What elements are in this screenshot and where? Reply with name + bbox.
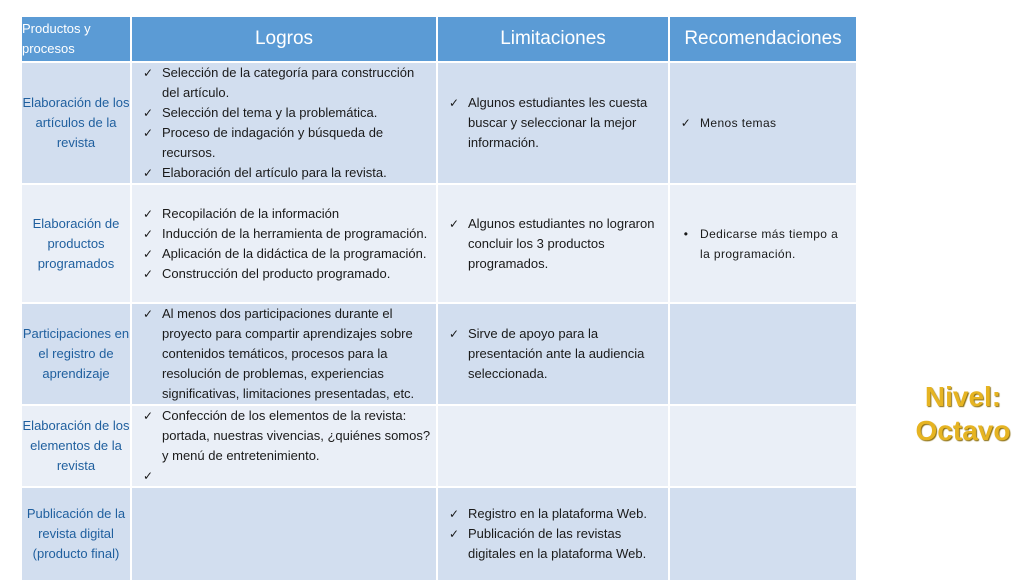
achievements-list — [132, 304, 436, 404]
checkmark-icon: ✓ — [448, 507, 460, 521]
recommendations-cell — [669, 487, 857, 581]
header-row — [21, 16, 857, 62]
limitations-cell — [437, 405, 669, 487]
level-label: Nivel: — [924, 381, 1002, 412]
table-row — [21, 487, 857, 581]
checkmark-icon: ✓ — [142, 126, 154, 140]
item-text: Inducción de la herramienta de programación. — [162, 225, 428, 241]
row-label: Elaboración de los artículos de la revista — [21, 62, 131, 184]
item-text: Publicación de las revistas digitales en la plataforma Web. — [468, 526, 647, 561]
level-value: Octavo — [915, 415, 1011, 446]
limitations-list — [438, 504, 668, 564]
list-item — [140, 244, 432, 264]
header-limitations: Limitaciones — [437, 16, 669, 62]
achievements-cell — [131, 184, 437, 303]
recommendations-list — [670, 224, 856, 264]
limitations-cell — [437, 62, 669, 184]
item-text: Algunos estudiantes no lograron concluir los 3 productos programados. — [468, 215, 655, 271]
summary-table — [20, 15, 858, 582]
recommendations-cell — [669, 62, 857, 184]
header-products: Productos y procesos — [21, 16, 131, 62]
checkmark-icon: ✓ — [142, 226, 154, 241]
recommendations-list — [670, 113, 856, 133]
checkmark-icon: ✓ — [142, 246, 154, 261]
limitations-cell — [437, 184, 669, 303]
recommendations-cell — [669, 303, 857, 405]
list-item — [446, 524, 664, 564]
list-item — [446, 504, 664, 524]
row-label: Elaboración de productos programados — [21, 184, 131, 303]
list-item — [678, 113, 852, 133]
checkmark-icon: ✓ — [142, 206, 154, 221]
achievements-cell — [131, 303, 437, 405]
item-text: Sirve de apoyo para la presentación ante la audiencia seleccionada. — [468, 326, 645, 381]
list-item — [140, 204, 432, 224]
item-text: Algunos estudiantes les cuesta buscar y seleccionar la mejor información. — [468, 95, 648, 150]
list-item — [140, 63, 432, 103]
header-achievements: Logros — [131, 16, 437, 62]
list-item — [446, 214, 664, 274]
item-text: Aplicación de la didáctica de la programación. — [162, 245, 427, 261]
achievements-cell — [131, 405, 437, 487]
checkmark-icon: ✓ — [448, 216, 460, 231]
list-item — [140, 466, 432, 486]
checkmark-icon: ✓ — [142, 66, 154, 80]
checkmark-icon: ✓ — [680, 116, 692, 130]
checkmark-icon: ✓ — [448, 527, 460, 541]
item-text: Selección del tema y la problemática. — [162, 105, 378, 120]
item-text: Construcción del producto programado. — [162, 265, 391, 281]
item-text: Proceso de indagación y búsqueda de recursos. — [162, 125, 384, 160]
item-text: Dedicarse más tiempo a la programación. — [700, 226, 839, 261]
achievements-cell — [131, 62, 437, 184]
item-text: Selección de la categoría para construcción del artículo. — [162, 65, 415, 100]
list-item — [140, 304, 432, 404]
limitations-list — [438, 214, 668, 274]
achievements-cell — [131, 487, 437, 581]
level-title — [908, 380, 1018, 448]
checkmark-icon: ✓ — [142, 469, 154, 483]
checkmark-icon: ✓ — [448, 327, 460, 341]
list-item — [140, 264, 432, 284]
checkmark-icon: ✓ — [142, 266, 154, 281]
item-text: Recopilación de la información — [162, 205, 340, 221]
list-item — [140, 123, 432, 163]
recommendations-cell — [669, 184, 857, 303]
table-row — [21, 303, 857, 405]
limitations-cell — [437, 303, 669, 405]
list-item — [446, 93, 664, 153]
item-text: Al menos dos participaciones durante el proyecto para compartir aprendizajes sobre contenidos temáticos, procesos para la resolución de problemas, experiencias significativas, limitaciones presentadas, etc. — [162, 306, 415, 401]
checkmark-icon: ✓ — [448, 96, 460, 110]
row-label: Publicación de la revista digital (producto final) — [21, 487, 131, 581]
list-item — [446, 324, 664, 384]
checkmark-icon: ✓ — [142, 166, 154, 180]
list-item — [140, 103, 432, 123]
achievements-list — [132, 406, 436, 486]
row-label: Elaboración de los elementos de la revista — [21, 405, 131, 487]
list-item — [140, 163, 432, 183]
checkmark-icon: ✓ — [142, 106, 154, 120]
item-text: Confección de los elementos de la revista: portada, nuestras vivencias, ¿quiénes somos? y menú de entretenimiento. — [162, 408, 431, 463]
list-item — [140, 406, 432, 466]
table-row — [21, 405, 857, 487]
recommendations-cell — [669, 405, 857, 487]
limitations-cell — [437, 487, 669, 581]
achievements-list — [132, 63, 436, 183]
item-text: Elaboración del artículo para la revista. — [162, 165, 387, 180]
item-text: Registro en la plataforma Web. — [468, 506, 647, 521]
checkmark-icon: ✓ — [142, 409, 154, 423]
limitations-list — [438, 93, 668, 153]
limitations-list — [438, 324, 668, 384]
row-label: Participaciones en el registro de aprendizaje — [21, 303, 131, 405]
header-recommendations: Recomendaciones — [669, 16, 857, 62]
achievements-list — [132, 204, 436, 284]
list-item — [140, 224, 432, 244]
bullet-icon: • — [683, 226, 689, 241]
list-item — [678, 224, 852, 264]
item-text: Menos temas — [700, 116, 777, 130]
table-row — [21, 62, 857, 184]
checkmark-icon: ✓ — [142, 307, 154, 321]
table-row — [21, 184, 857, 303]
